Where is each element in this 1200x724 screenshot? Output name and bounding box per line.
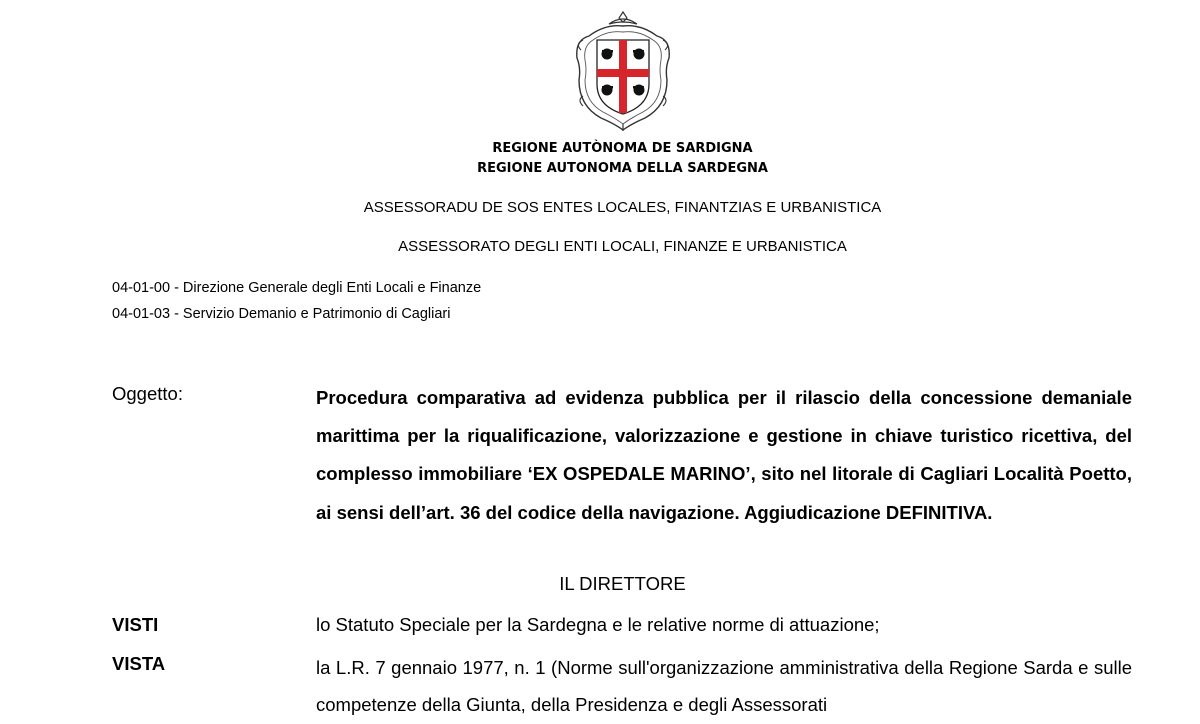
office-code-service: 04-01-03 - Servizio Demanio e Patrimonio di Cagliari <box>112 306 451 322</box>
clause-label-vista: VISTA <box>112 653 166 674</box>
region-name-sardinian: REGIONE AUTÒNOMA DE SARDIGNA <box>492 141 753 156</box>
clause-text-vista: la L.R. 7 gennaio 1977, n. 1 (Norme sull'organizzazione amministrativa della Regione Sarda e sulle competenze della Giunta, della Presidenza e degli Assessorati <box>316 657 1132 715</box>
director-heading: IL DIRETTORE <box>559 573 686 594</box>
subject-text: Procedura comparativa ad evidenza pubblica per il rilascio della concessione demaniale marittima per la riqualificazione, valorizzazione e gestione in chiave turistico ricettiva, del complesso immobiliare ‘EX OSPEDALE MARINO’, sito nel litorale di Cagliari Località Poetto, ai sensi dell’art. 36 del codice della navigazione. Aggiudicazione DEFINITIVA. <box>316 387 1132 523</box>
department-name-sardinian: ASSESSORADU DE SOS ENTES LOCALES, FINANTZIAS E URBANISTICA <box>363 199 882 216</box>
clause-label-visti: VISTI <box>112 614 159 635</box>
clause-text-visti: lo Statuto Speciale per la Sardegna e le relative norme di attuazione; <box>316 614 880 635</box>
region-coat-of-arms-emblem <box>571 10 675 132</box>
department-name-italian: ASSESSORATO DEGLI ENTI LOCALI, FINANZE E URBANISTICA <box>398 238 847 255</box>
subject-label: Oggetto: <box>112 383 183 404</box>
region-name-italian: REGIONE AUTONOMA DELLA SARDEGNA <box>477 161 768 176</box>
office-code-general-directorate: 04-01-00 - Direzione Generale degli Enti Locali e Finanze <box>112 280 482 296</box>
